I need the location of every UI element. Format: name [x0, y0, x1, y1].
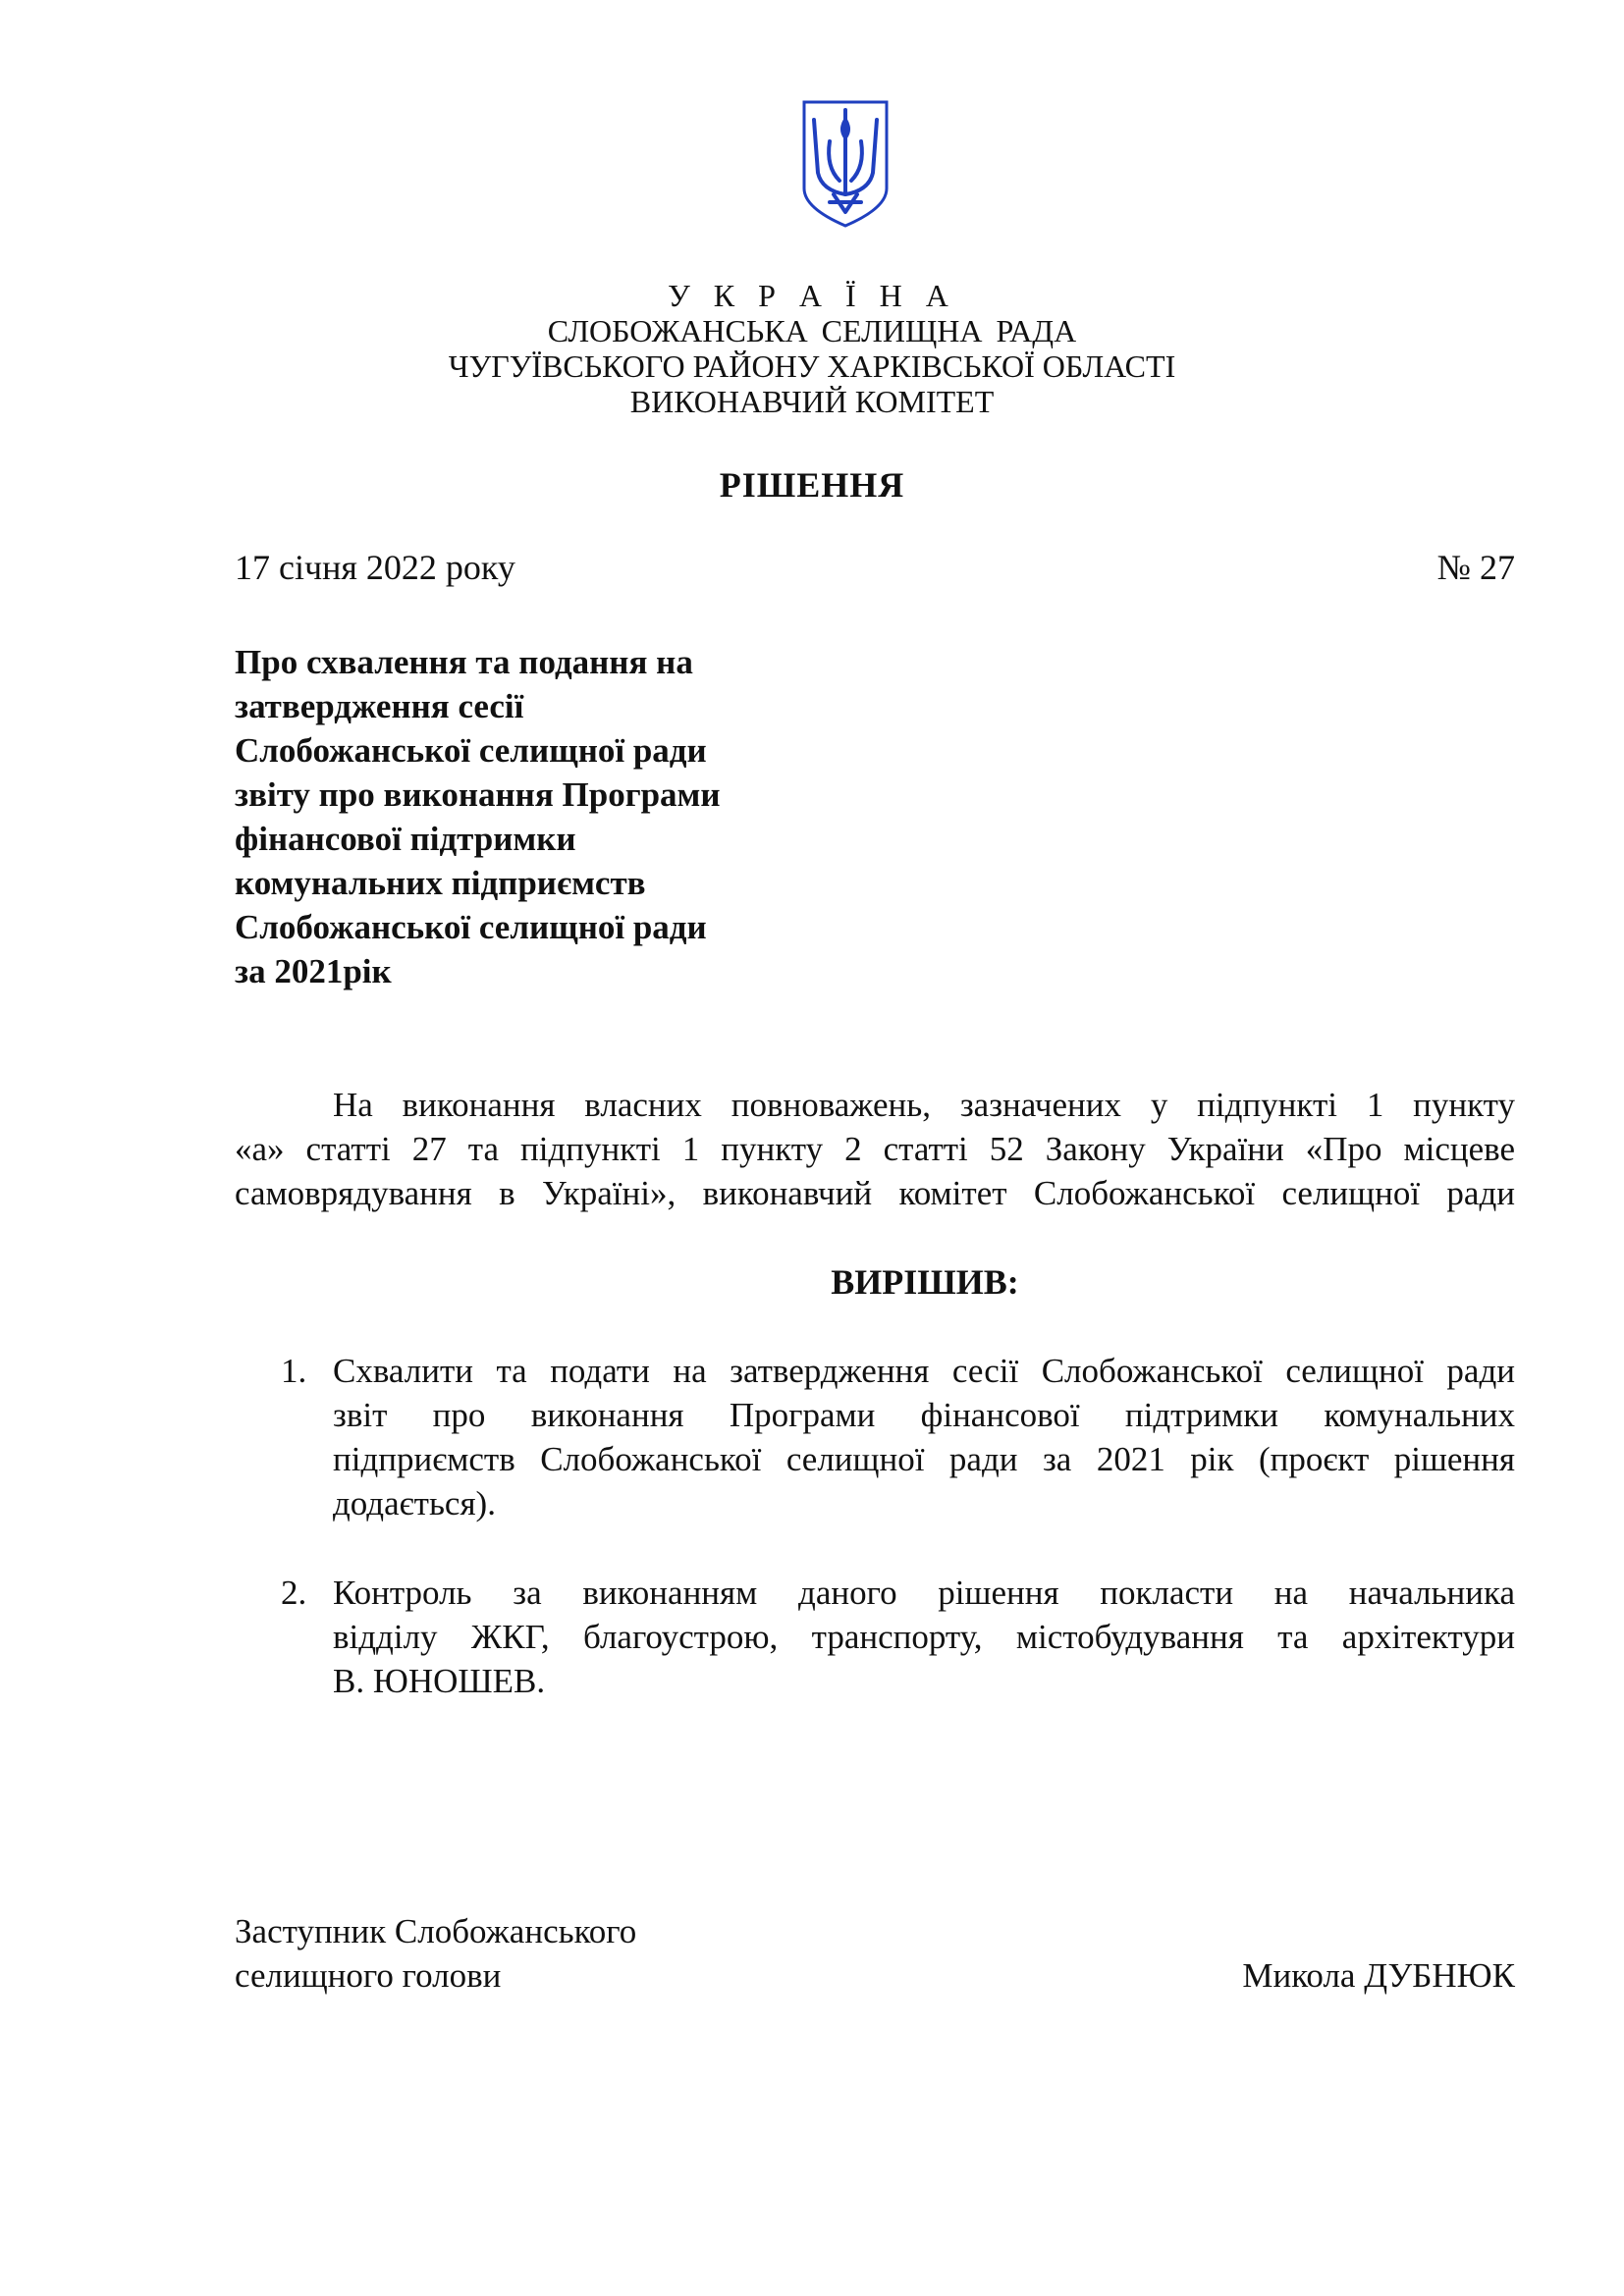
position-line: Заступник Слобожанського [235, 1912, 637, 1950]
item-line: відділу ЖКГ, благоустрою, транспорту, містобудування та архітектури [333, 1618, 1515, 1656]
item-number: 2. [281, 1574, 307, 1612]
document-title: РІШЕННЯ [719, 465, 905, 505]
country-name: У К Р А Ї Н А [668, 278, 956, 313]
subject-line: Слобожанської селищної ради [235, 908, 707, 946]
resolution-item [281, 1571, 1515, 1703]
signatory-position [235, 1909, 636, 1998]
item-line: Контроль за виконанням даного рішення покласти на начальника [333, 1574, 1515, 1612]
intro-line: На виконання власних повноважень, зазначених у підпункті 1 пункту [333, 1086, 1515, 1124]
resolved-heading: ВИРІШИВ: [831, 1262, 1019, 1302]
subject-line: звіту про виконання Програми [235, 775, 721, 814]
intro-line: самоврядування в Україні», виконавчий комітет Слобожанської селищної ради [235, 1174, 1515, 1212]
signatory-name: Микола ДУБНЮК [1242, 1956, 1515, 1995]
item-line: звіт про виконання Програми фінансової підтримки комунальних [333, 1396, 1515, 1434]
position-line: селищного голови [235, 1956, 502, 1995]
document-number: № 27 [1436, 548, 1515, 587]
document-date: 17 січня 2022 року [235, 548, 515, 587]
subject-line: за 2021рік [235, 952, 392, 990]
subject-line: Слобожанської селищної ради [235, 731, 707, 770]
intro-line: «а» статті 27 та підпункті 1 пункту 2 статті 52 Закону України «Про місцеве [235, 1130, 1515, 1168]
subject-line: затвердження сесії [235, 687, 524, 725]
subject-line: комунальних підприємств [235, 864, 646, 902]
item-line: В. ЮНОШЕВ. [333, 1662, 546, 1700]
subject-heading [235, 640, 721, 993]
subject-line: фінансової підтримки [235, 820, 576, 858]
council-name: СЛОБОЖАНСЬКА СЕЛИЩНА РАДА [547, 313, 1077, 348]
intro-paragraph [235, 1083, 1515, 1215]
trident-emblem-icon [800, 98, 891, 230]
subject-line: Про схвалення та подання на [235, 643, 693, 681]
item-line: додається). [333, 1484, 496, 1522]
district-name: ЧУГУЇВСЬКОГО РАЙОНУ ХАРКІВСЬКОЇ ОБЛАСТІ [448, 348, 1176, 384]
item-number: 1. [281, 1352, 307, 1390]
resolution-item [281, 1349, 1515, 1525]
committee-name: ВИКОНАВЧИЙ КОМІТЕТ [629, 384, 995, 419]
item-line: Схвалити та подати на затвердження сесії Слобожанської селищної ради [333, 1352, 1515, 1390]
item-line: підприємств Слобожанської селищної ради за 2021 рік (проєкт рішення [333, 1440, 1515, 1478]
